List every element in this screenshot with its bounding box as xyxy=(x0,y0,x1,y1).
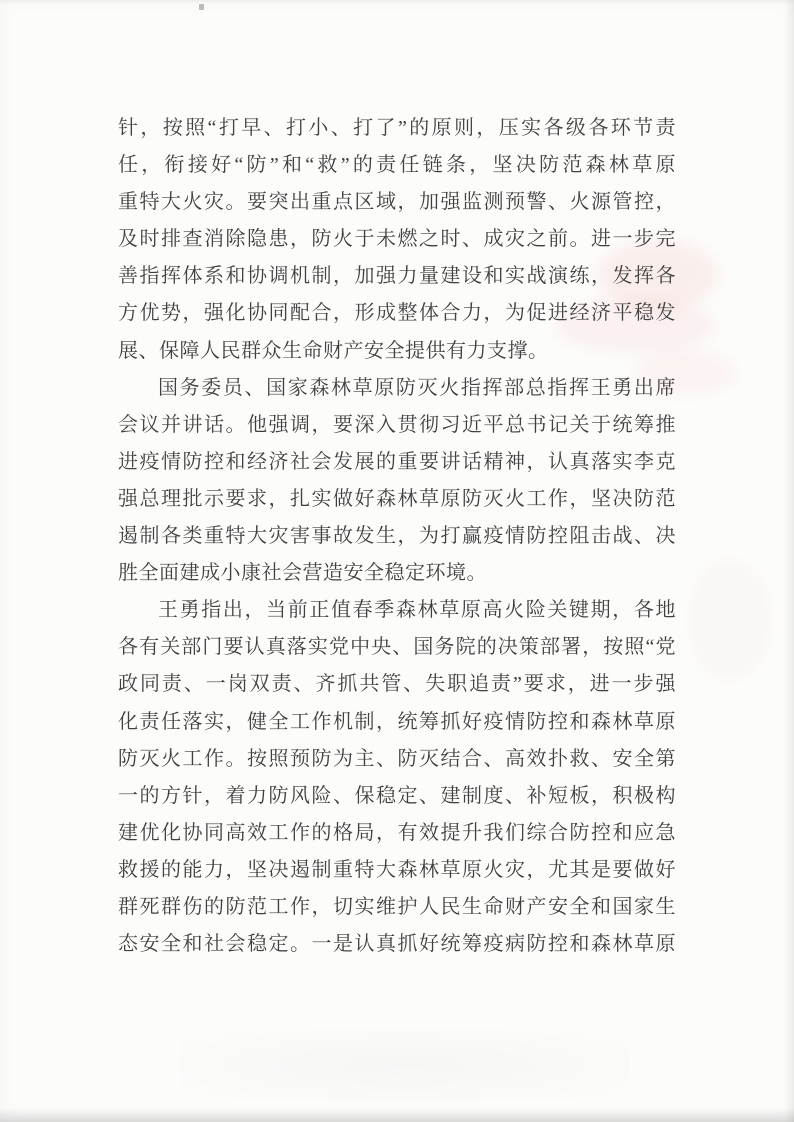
page-edge-shadow-top xyxy=(0,0,794,4)
text-line: 各有关部门要认真落实党中央、国务院的决策部署，按照“党 xyxy=(118,636,676,659)
document-body-text xyxy=(118,110,676,963)
text-line: 重特大火灾。要突出重点区域，加强监测预警、火源管控， xyxy=(118,191,676,214)
text-line: 态安全和社会稳定。一是认真抓好统筹疫病防控和森林草原 xyxy=(118,933,676,956)
text-line: 防灭火工作。按照预防为主、防灭结合、高效扑救、安全第 xyxy=(118,747,676,770)
text-line: 任，衔接好“防”和“救”的责任链条，坚决防范森林草原 xyxy=(118,154,676,177)
ink-bleed-artifact xyxy=(690,560,770,680)
text-line: 及时排查消除隐患，防火于未燃之时、成灾之前。进一步完 xyxy=(118,228,676,251)
text-line: 胜全面建成小康社会营造安全稳定环境。 xyxy=(118,562,487,585)
text-line: 政同责、一岗双责、齐抓共管、失职追责”要求，进一步强 xyxy=(118,673,676,696)
text-line: 王勇指出，当前正值春季森林草原高火险关键期，各地 xyxy=(158,599,676,622)
text-line: 强总理批示要求，扎实做好森林草原防灭火工作，坚决防范 xyxy=(118,487,676,510)
text-line: 一的方针，着力防风险、保稳定、建制度、补短板，积极构 xyxy=(118,784,676,807)
page-edge-shadow-right xyxy=(785,0,794,1122)
text-line: 会议并讲话。他强调，要深入贯彻习近平总书记关于统筹推 xyxy=(118,413,676,436)
text-line: 建优化协同高效工作的格局，有效提升我们综合防控和应急 xyxy=(118,821,676,844)
page-edge-shadow-bottom xyxy=(0,1108,794,1122)
text-line: 国务委员、国家森林草原防灭火指挥部总指挥王勇出席 xyxy=(158,376,676,399)
text-line: 救援的能力，坚决遏制重特大森林草原火灾，尤其是要做好 xyxy=(118,858,676,881)
text-line: 化责任落实，健全工作机制，统筹抓好疫情防控和森林草原 xyxy=(118,710,676,733)
text-line: 善指挥体系和协调机制，加强力量建设和实战演练，发挥各 xyxy=(118,265,676,288)
text-line: 群死群伤的防范工作，切实维护人民生命财产安全和国家生 xyxy=(118,895,676,918)
text-line: 遏制各类重特大灾害事故发生，为打赢疫情防控阻击战、决 xyxy=(118,525,676,548)
scan-speck xyxy=(199,4,204,10)
scan-smudge xyxy=(180,1030,630,1100)
text-line: 方优势，强化协同配合，形成整体合力，为促进经济平稳发 xyxy=(118,302,676,325)
text-line: 进疫情防控和经济社会发展的重要讲话精神，认真落实李克 xyxy=(118,450,676,473)
text-line: 展、保障人民群众生命财产安全提供有力支撑。 xyxy=(118,339,549,362)
text-line: 针，按照“打早、打小、打了”的原则，压实各级各环节责 xyxy=(118,117,676,139)
